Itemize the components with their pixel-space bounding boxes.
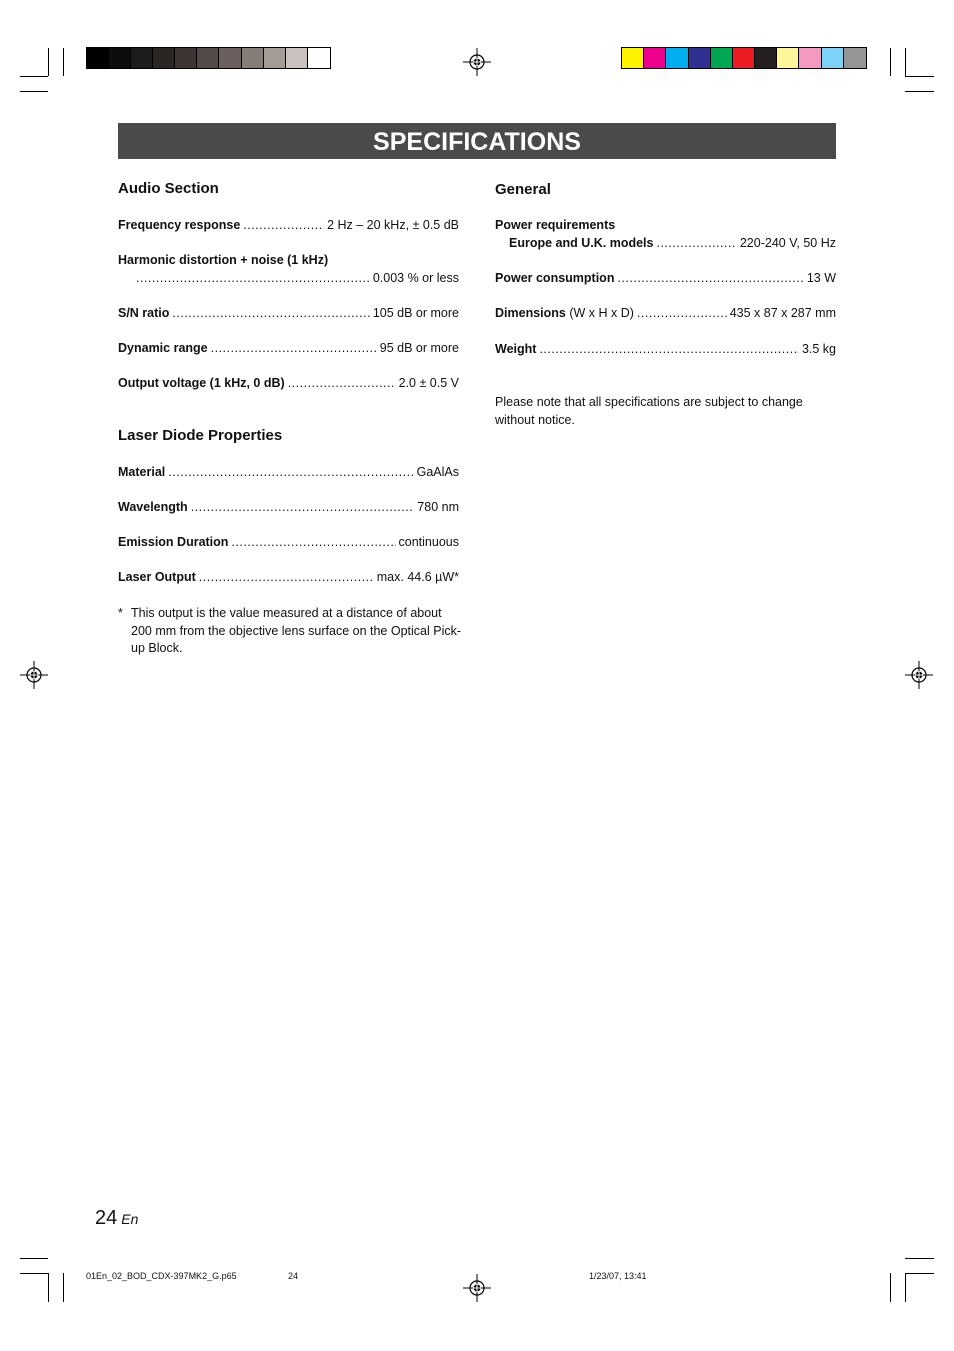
laser-section-heading: Laser Diode Properties [118, 427, 283, 444]
spec-row-power-consumption [495, 271, 836, 285]
spec-label: Laser Output [118, 570, 196, 584]
crop-mark-tr-h [905, 76, 934, 77]
grayscale-swatch [175, 48, 197, 68]
crop-mark-bl-v2 [63, 1273, 64, 1302]
registration-target-icon [905, 661, 933, 689]
spec-label: Power consumption [495, 271, 615, 285]
spec-label [495, 306, 634, 320]
spec-row-dynamic-range [118, 341, 459, 355]
spec-value: 2.0 ± 0.5 V [398, 376, 459, 390]
crop-mark-tr-v [890, 48, 891, 76]
crop-mark-br-v2 [905, 1273, 906, 1302]
grayscale-swatch [286, 48, 308, 68]
spec-label: Dynamic range [118, 341, 208, 355]
specifications-change-note: Please note that all specifications are subject to change without notice. [495, 395, 803, 427]
leader-dots [136, 271, 370, 285]
spec-value: 13 W [806, 271, 836, 285]
process-color-swatch [689, 48, 711, 68]
spec-value: 3.5 kg [801, 342, 836, 356]
spec-value: 105 dB or more [372, 306, 459, 320]
crop-mark-br-h [905, 1258, 934, 1259]
process-color-swatch [666, 48, 688, 68]
leader-dots [539, 342, 799, 356]
process-color-swatch [644, 48, 666, 68]
process-color-bar [621, 47, 867, 69]
process-color-swatch [844, 48, 866, 68]
footnote-mark: * [118, 606, 123, 620]
grayscale-swatch [153, 48, 175, 68]
grayscale-swatch [308, 48, 330, 68]
page-title: SPECIFICATIONS [118, 123, 836, 159]
grayscale-swatch [109, 48, 131, 68]
audio-section-heading: Audio Section [118, 180, 219, 197]
leader-dots [243, 218, 324, 232]
process-color-swatch [822, 48, 844, 68]
leader-dots [637, 306, 727, 320]
crop-mark-tl-h2 [20, 91, 48, 92]
spec-label-power-requirements: Power requirements [495, 218, 616, 232]
spec-value: 0.003 % or less [372, 271, 459, 285]
process-color-swatch [733, 48, 755, 68]
registration-target-icon [463, 1274, 491, 1302]
footer-page: 24 [288, 1271, 299, 1281]
process-color-swatch [799, 48, 821, 68]
footer-filename: 01En_02_BOD_CDX-397MK2_G.p65 [86, 1271, 237, 1281]
spec-row-dimensions [495, 306, 836, 320]
page-language: En [121, 1211, 139, 1227]
spec-value: 220-240 V, 50 Hz [739, 236, 836, 250]
crop-mark-bl-h [20, 1258, 48, 1259]
leader-dots [656, 236, 736, 250]
crop-mark-br-h2 [905, 1273, 934, 1274]
grayscale-swatch [264, 48, 286, 68]
general-section-heading: General [495, 181, 551, 198]
process-color-swatch [622, 48, 644, 68]
spec-row-frequency-response [118, 218, 459, 232]
spec-row-material [118, 465, 459, 479]
grayscale-swatch [242, 48, 264, 68]
grayscale-swatch [219, 48, 241, 68]
spec-value: GaAlAs [416, 465, 459, 479]
spec-label: Europe and U.K. models [509, 236, 654, 250]
page-number [95, 1207, 138, 1230]
spec-value: max. 44.6 µW* [376, 570, 459, 584]
spec-value: 780 nm [417, 500, 459, 514]
crop-mark-br-v [890, 1273, 891, 1302]
spec-value: 2 Hz – 20 kHz, ± 0.5 dB [327, 218, 459, 232]
spec-label: Weight [495, 342, 537, 356]
registration-target-icon [463, 48, 491, 76]
spec-label-harmonic-distortion: Harmonic distortion + noise (1 kHz) [118, 253, 329, 267]
leader-dots [168, 465, 413, 479]
spec-row-output-voltage [118, 376, 459, 390]
page-number-value: 24 [95, 1207, 118, 1229]
spec-label: Frequency response [118, 218, 241, 232]
spec-value: 435 x 87 x 287 mm [729, 306, 836, 320]
footer-date: 1/23/07, 13:41 [589, 1271, 647, 1281]
spec-label: Wavelength [118, 500, 188, 514]
spec-row-laser-output [118, 570, 459, 584]
spec-label: Output voltage (1 kHz, 0 dB) [118, 376, 285, 390]
crop-mark-tl-v [48, 48, 49, 76]
spec-row-wavelength [118, 500, 459, 514]
grayscale-color-bar [86, 47, 331, 69]
crop-mark-tr-v2 [905, 48, 906, 76]
spec-row-emission-duration [118, 535, 459, 549]
process-color-swatch [755, 48, 777, 68]
spec-row-sn-ratio [118, 306, 459, 320]
spec-row-weight [495, 342, 836, 356]
grayscale-swatch [131, 48, 153, 68]
leader-dots [199, 570, 374, 584]
crop-mark-tr-h2 [905, 91, 934, 92]
crop-mark-tl-h [20, 76, 48, 77]
spec-label: Emission Duration [118, 535, 229, 549]
spec-label: Material [118, 465, 166, 479]
leader-dots [191, 500, 415, 514]
crop-mark-bl-v [48, 1273, 49, 1302]
spec-label-note: (W x H x D) [569, 306, 634, 320]
leader-dots [211, 341, 377, 355]
spec-row-europe-uk-models [509, 236, 836, 250]
spec-label-text: Dimensions [495, 306, 566, 320]
process-color-swatch [777, 48, 799, 68]
spec-row-harmonic-distortion [136, 271, 459, 285]
crop-mark-tl-v2 [63, 48, 64, 76]
spec-label: S/N ratio [118, 306, 170, 320]
leader-dots [231, 535, 395, 549]
process-color-swatch [711, 48, 733, 68]
spec-value: 95 dB or more [379, 341, 459, 355]
leader-dots [617, 271, 803, 285]
grayscale-swatch [87, 48, 109, 68]
spec-value: continuous [398, 535, 459, 549]
leader-dots [172, 306, 369, 320]
registration-target-icon [20, 661, 48, 689]
footnote-text: This output is the value measured at a distance of about 200 mm from the objective lens surface on the Optical Pick-up Block. [131, 606, 462, 655]
crop-mark-bl-h2 [20, 1273, 48, 1274]
leader-dots [288, 376, 396, 390]
grayscale-swatch [197, 48, 219, 68]
